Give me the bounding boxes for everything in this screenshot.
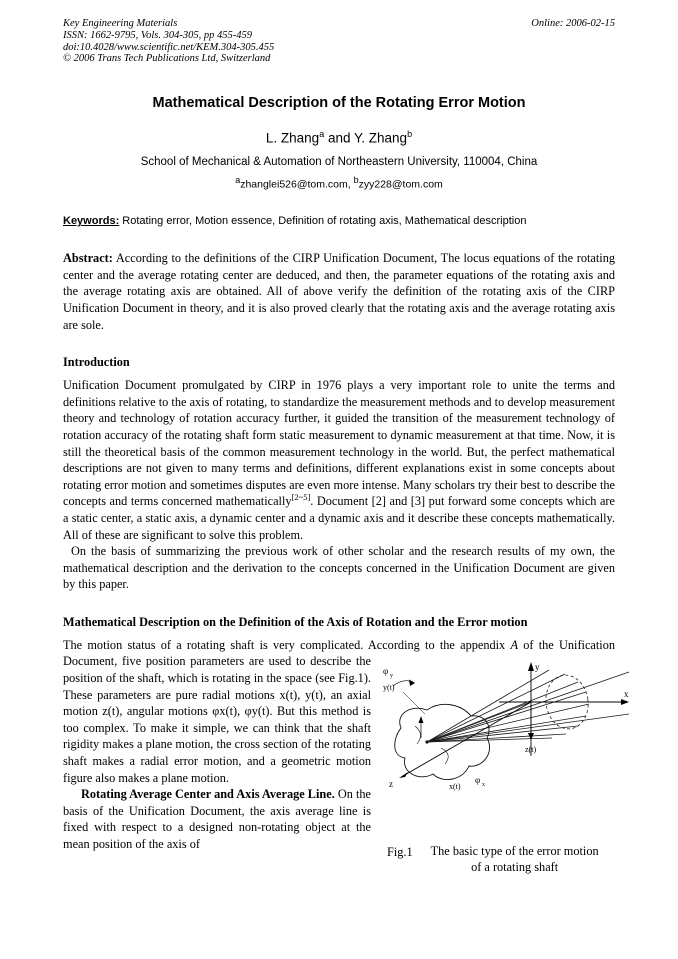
shaft-contour — [395, 705, 490, 780]
figure-1-caption-text: The basic type of the error motion of a rotating shaft — [430, 844, 599, 874]
section2-p1-text-a: The motion status of a rotating shaft is very complicated. According to the appendix — [63, 637, 511, 652]
journal-title: Key Engineering Materials — [63, 18, 178, 29]
paper-title: Mathematical Description of the Rotating Error Motion — [152, 95, 526, 112]
shaft-apex-point — [425, 741, 428, 744]
intro-paragraph-2: On the basis of summarizing the previous work of other scholar and the research results of my own, the mathematical description and the derivation to the concepts concerned in the Unification Document are given by this paper. — [63, 544, 615, 592]
keywords-line — [63, 215, 615, 227]
phi-x-label: φ — [475, 775, 481, 786]
section2-inline-heading: Rotating Average Center and Axis Average Line. — [81, 787, 335, 802]
online-date: Online: 2006-02-15 — [531, 18, 615, 29]
copyright-line: © 2006 Trans Tech Publications Ltd, Switzerland — [63, 53, 271, 65]
author-1-affiliation-mark: a — [319, 129, 325, 140]
radial-motion-indicator — [393, 680, 425, 739]
intro-paragraph-1 — [63, 377, 615, 543]
doi-line: doi:10.4028/www.scientific.net/KEM.304-305.455 — [63, 41, 275, 53]
author-2-affiliation-mark: b — [407, 129, 413, 140]
intro-p1-text-b: . Document [2] and [3] put forward some concepts which are a static center, a static axis, a dynamic center and a dynamic axis and it describe these concepts mathematically. All of these are significant to solve this problem. — [63, 494, 615, 542]
author-2: Y. Zhang — [354, 130, 408, 146]
emails-line — [63, 175, 615, 191]
abstract — [63, 250, 615, 333]
z-t-label: z(t) — [525, 745, 537, 755]
section2-body — [63, 637, 629, 874]
email-1: zhanglei526@tom.com, — [240, 178, 354, 191]
coordinate-axes — [399, 662, 629, 778]
phi-y-label: φ — [383, 666, 389, 677]
figure-1 — [381, 656, 639, 875]
email-1-mark: a — [235, 174, 241, 185]
section-heading-2: Mathematical Description on the Definition of the Axis of Rotation and the Error motion — [63, 614, 528, 629]
y-t-label: y(t) — [383, 683, 395, 693]
issn-line: ISSN: 1662-9795, Vols. 304-305, pp 455-459 — [63, 29, 252, 41]
author-1: L. Zhang — [265, 130, 320, 146]
section2-p1-text-b: of the Unification Document, five position parameters are used to describe the position of the shaft, which is rotating in the space (see Fig.1). These parameters are pure radial motions x(t), y(t), an axial motion z(t), angular motions φx(t), φy(t). But this method is too complex. To make it simple, we can think that the shaft rigidity makes a plane motion, the cross section of the rotating shaft makes a radial error motion, and a geometric motion figure also makes a plane motion. — [63, 637, 616, 785]
email-2-mark: b — [353, 174, 359, 185]
x-t-label: x(t) — [449, 782, 461, 792]
citation-superscript: [2~5] — [291, 492, 311, 503]
section2-p1-italic-A: A — [510, 637, 518, 652]
axial-displacement-arrow — [528, 706, 534, 740]
figure-1-caption-label: Fig.1 — [387, 845, 413, 860]
z-axis-label: z — [389, 779, 393, 790]
section2-p2-text: On the basis of the Unification Document, the axis average line is fixed with respect to a designed non-rotating object at the mean position of the axis of — [63, 787, 371, 851]
section-heading-introduction: Introduction — [63, 355, 130, 370]
authors-line — [63, 129, 615, 146]
keywords-label: Keywords: — [63, 215, 120, 228]
intro-p1-text-a: Unification Document promulgated by CIRP in 1976 plays a very important role to unite the terms and definitions relative to the axis of rotating, to standardize the measurement methods and to develop measurement theory and technology of rotation accuracy further, it guided the transition of the measurement technology of rotation accuracy of the rotating shaft form static measurement to dynamic measurement at that time. Now, it is still the theoretical basis of the common measurement technology in the world. But, the perfect mathematical descriptions are not given to many terms and definitions, different explanations exist in some concepts about rotating error motion and sometimes disputes are even more intense. Many scholars try their best to describe the concepts and terms concerned mathematically — [63, 378, 615, 509]
figure-1-drawing — [381, 656, 636, 828]
keywords-text: Rotating error, Motion essence, Definition of rotating axis, Mathematical description — [119, 215, 527, 228]
y-axis-label: y — [535, 662, 540, 673]
authors-separator: and — [324, 130, 355, 146]
x-axis-label: x — [624, 689, 629, 700]
journal-header-left — [63, 18, 274, 65]
phi-x-subscript: x — [482, 782, 485, 789]
figure-1-caption — [381, 844, 639, 875]
affiliation: School of Mechanical & Automation of Northeastern University, 110004, China — [140, 155, 538, 168]
abstract-label: Abstract: — [63, 251, 113, 266]
abstract-text: According to the definitions of the CIRP Unification Document, The locus equations of the rotating center and the average rotating center are deduced, and then, the parameter equations of the rotating axis and the average rotating axis are obtained. All of above verify the definition of the rotating axis of the CIRP Unification Document in theory, and it is also proved clearly that the rotating axis and the average rotating axis are sole. — [63, 251, 615, 332]
email-2: zyy228@tom.com — [358, 178, 443, 191]
journal-header — [63, 18, 615, 65]
phi-y-subscript: y — [390, 673, 393, 680]
